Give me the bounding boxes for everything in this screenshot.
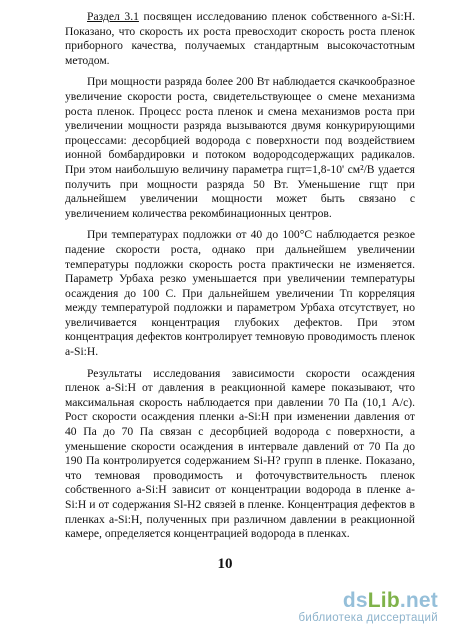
paragraph-1-text: посвящен исследованию пленок собственного a-Si:H. Показано, что скорость их роста превосходит скорость роста пленок приборного качества, получаемых стандартным высокочастотным методом. xyxy=(65,10,415,67)
paragraph-4: Результаты исследования зависимости скорости осаждения пленок a-Si:H от давления в реакционной камере показывают, что максимальная скорость наблюдается при давлении 70 Па (10,1 А/с). Рост скорости осаждения пленки a-Si:H при изменении давления от 40 Па до 70 Па связан с десорбцией водорода с поверхности, а уменьшение скорости осаждения в интервале давлений от 70 Па до 190 Па контролируется содержанием Si-H? групп в пленке. Показано, что темновая проводимость и фоточувствительность пленок собственного a-Si:H зависит от концентрации водорода в пленке a-Si:H и от содержания Sl-H2 связей в пленке. Концентрация дефектов в пленках a-Si:H, полученных при различном давлении в реакционной камере, определяется концентрацией водорода в пленках. xyxy=(65,366,415,541)
watermark-logo xyxy=(258,590,438,612)
watermark xyxy=(258,590,438,625)
watermark-logo-lib: Lib xyxy=(367,589,400,612)
watermark-logo-net: .net xyxy=(399,589,438,612)
paragraph-3: При температурах подложки от 40 до 100°С наблюдается резкое падение скорости роста, однако при дальнейшем увеличении температуры подложки скорость роста практически не изменяется. Параметр Урбаха резко уменьшается при увеличении температуры осаждения до 100 С. При дальнейшем увеличении Тп корреляция между температурой подложки и параметром Урбаха отсутствует, но увеличивается концентрация глубоких дефектов. При этом концентрация дефектов контролирует темновую проводимость пленок a-Si:H. xyxy=(65,228,415,359)
body-text xyxy=(65,10,415,542)
watermark-logo-ds: ds xyxy=(342,589,368,612)
paragraph-2: При мощности разряда более 200 Вт наблюдается скачкообразное увеличение скорости роста, свидетельствующее о смене механизма роста пленок. Процесс роста пленок и смена механизмов роста при увеличении мощности разряда вызываются двумя конкурирующими процессами: десорбцией водорода с поверхности под воздействием ионной бомбардировки и потоком водородсодержащих радикалов. При этом наибольшую величину параметра гщт=1,8-10' см²/В удается получить при мощности разряда 50 Вт. Уменьшение гщт при дальнейшем увеличении мощности может быть связано с увеличением количества рекомбинационных центров. xyxy=(65,75,415,220)
paragraph-1 xyxy=(65,10,415,68)
watermark-subtitle: библиотека диссертаций xyxy=(298,612,438,624)
section-reference: Раздел 3.1 xyxy=(87,10,139,23)
page-number: 10 xyxy=(217,556,233,572)
